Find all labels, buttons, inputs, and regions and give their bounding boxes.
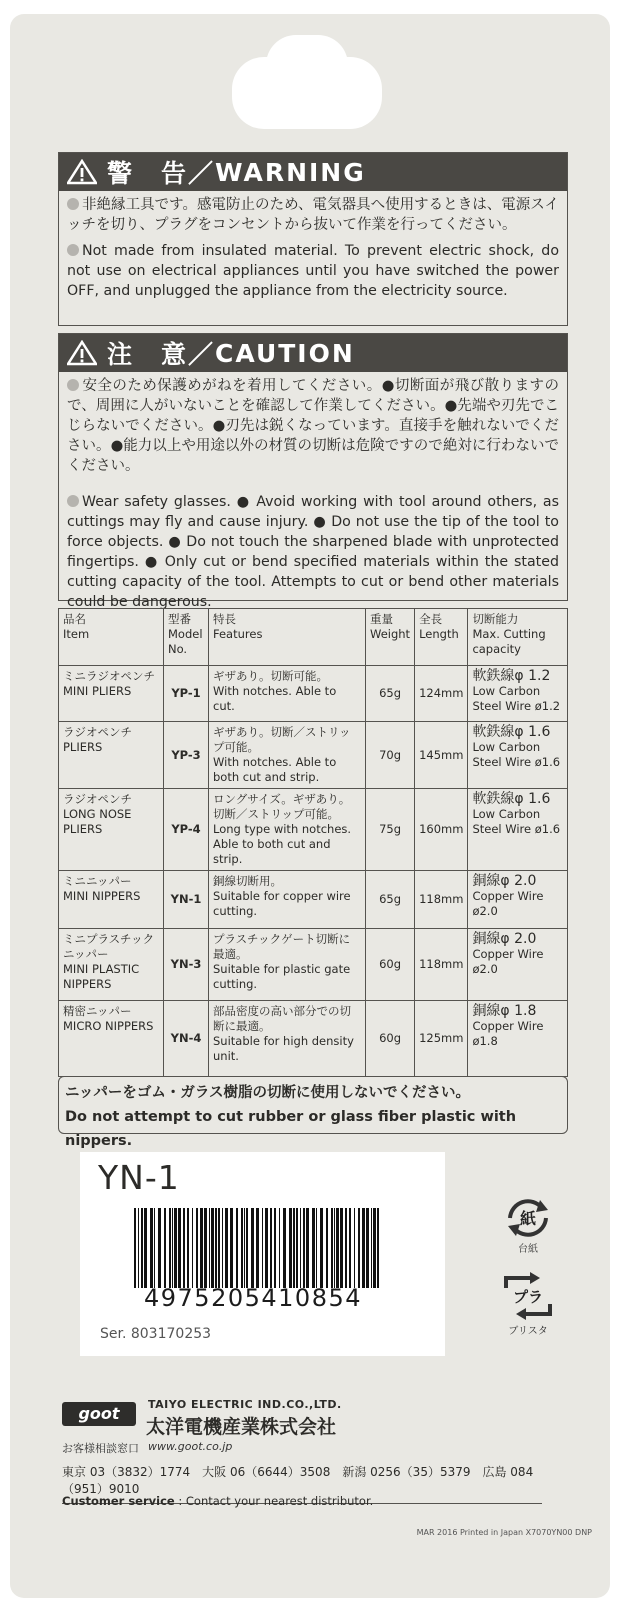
company-name-en: TAIYO ELECTRIC IND.CO.,LTD.	[148, 1398, 342, 1411]
caution-box	[58, 333, 568, 610]
barcode-bar	[312, 1208, 315, 1288]
barcode-bar	[354, 1208, 355, 1288]
notice-jp: ニッパーをゴム・ガラス樹脂の切断に使用しないでください。	[65, 1085, 470, 1101]
warning-triangle-icon	[67, 159, 97, 185]
phone-numbers: 東京 03（3832）1774 大阪 06（6644）3508 新潟 0256（35）5379 広島 084（951）9010	[62, 1463, 542, 1504]
barcode-bar	[336, 1208, 339, 1288]
barcode-bar	[306, 1208, 309, 1288]
caution-triangle-icon	[67, 340, 97, 366]
caution-title-en: CAUTION	[215, 338, 355, 368]
table-row: ラジオペンチ LONG NOSE PLIERS YP-4 ロングサイズ。ギザあり。切断／ストリップ可能。 Long type with notches. Able to both cut and strip. 75g 160mm 軟鉄線φ 1.6 Low Carbon Steel Wire ø1.6	[59, 789, 568, 871]
model-number: YN-1	[98, 1158, 180, 1197]
barcode-bar	[296, 1208, 298, 1288]
barcode-bar	[209, 1208, 210, 1288]
warning-header	[59, 153, 567, 191]
barcode-bar	[178, 1208, 181, 1288]
bullet-icon	[67, 198, 79, 210]
barcode-bar	[340, 1208, 343, 1288]
barcode-bar	[316, 1208, 317, 1288]
barcode-bar	[174, 1208, 177, 1288]
barcode-bar	[196, 1208, 198, 1288]
plastic-label: ブリスタ	[508, 1326, 548, 1337]
barcode-bar	[150, 1208, 153, 1288]
barcode-bar	[200, 1208, 203, 1288]
paper-recycle-icon	[500, 1196, 556, 1240]
barcode-bar	[187, 1208, 189, 1288]
barcode-bar	[279, 1208, 280, 1288]
table-header-row: 品名 Item 型番 Model No. 特長 Features 重量 Weight 全長 Length 切断能力 Max. Cutting capacity	[59, 609, 568, 666]
barcode-bar	[204, 1208, 207, 1288]
barcode-bar	[172, 1208, 173, 1288]
table-row: 精密ニッパー MICRO NIPPERS YN-4 部品密度の高い部分での切断に最適。 Suitable for high density unit. 60g 125mm 銅線φ 1.8 Copper Wire ø1.8	[59, 1001, 568, 1077]
svg-text:紙: 紙	[519, 1209, 537, 1228]
barcode	[132, 1208, 384, 1288]
notice-en: Do not attempt to cut rubber or glass fiber plastic with nippers.	[65, 1109, 517, 1149]
barcode-bar	[134, 1208, 136, 1288]
warning-box	[58, 152, 568, 326]
barcode-bar	[218, 1208, 220, 1288]
print-footer: MAR 2016 Printed in Japan X7070YN00 DNP	[416, 1528, 592, 1537]
barcode-number: 4975205410854	[144, 1284, 363, 1312]
barcode-bar	[358, 1208, 360, 1288]
barcode-bar	[169, 1208, 171, 1288]
barcode-bar	[241, 1208, 243, 1288]
barcode-bar	[377, 1208, 379, 1288]
spec-table	[58, 608, 568, 1077]
bullet-icon	[67, 379, 79, 391]
barcode-bar	[154, 1208, 155, 1288]
bullet-icon	[67, 495, 79, 507]
barcode-bar	[265, 1208, 268, 1288]
barcode-bar	[246, 1208, 248, 1288]
barcode-bar	[138, 1208, 139, 1288]
hang-hole	[232, 57, 382, 129]
warning-title-en: WARNING	[215, 157, 366, 187]
table-row: ラジオペンチ PLIERS YP-3 ギザあり。切断／ストリップ可能。 With notches. Able to both cut and strip. 70g 145mm 軟鉄線φ 1.6 Low Carbon Steel Wire ø1.6	[59, 722, 568, 789]
warning-text-en: Not made from insulated material. To prevent electric shock, do not use on electrical appliances until you have switched the power OFF, and unplugged the appliance from the electricity source.	[67, 243, 559, 299]
nipper-notice	[58, 1076, 568, 1149]
barcode-bar	[320, 1208, 323, 1288]
barcode-bar	[366, 1208, 369, 1288]
barcode-bar	[236, 1208, 238, 1288]
company-name-jp: 太洋電機産業株式会社	[146, 1416, 337, 1438]
paper-label: 台紙	[518, 1244, 538, 1255]
goot-logo: goot	[62, 1402, 136, 1426]
table-row: ミニラジオペンチ MINI PLIERS YP-1 ギザあり。切断可能。 With notches. Able to cut. 65g 124mm 軟鉄線φ 1.2 Low Carbon Steel Wire ø1.2	[59, 666, 568, 722]
barcode-bar	[326, 1208, 328, 1288]
barcode-bar	[158, 1208, 161, 1288]
barcode-bar	[244, 1208, 245, 1288]
barcode-bar	[283, 1208, 286, 1288]
barcode-bar	[211, 1208, 214, 1288]
barcode-bar	[141, 1208, 143, 1288]
customer-service: Customer service : Contact your nearest distributor.	[62, 1494, 374, 1508]
caution-text-jp: 安全のため保護めがねを着用してください。●切断面が飛び散りますので、周囲に人がいないことを確認して作業してください。●先端や刃先でこじらないでください。●刃先は鋭くなっています。直接手を触れないでください。●能力以上や用途以外の材質の切断は危険ですので絶対に行わないでください。	[67, 378, 559, 474]
barcode-label	[80, 1152, 445, 1356]
caution-header	[59, 334, 567, 372]
warning-title-jp: 警 告／	[107, 159, 216, 188]
table-row: ミニプラスチックニッパー MINI PLASTIC NIPPERS YN-3 プラスチックゲート切断に最適。 Suitable for plastic gate cutting. 60g 118mm 銅線φ 2.0 Copper Wire ø2.0	[59, 929, 568, 1001]
barcode-bar	[331, 1208, 333, 1288]
company-url: www.goot.co.jp	[148, 1440, 233, 1453]
plastic-recycle-icon	[500, 1272, 556, 1320]
barcode-bar	[144, 1208, 147, 1288]
barcode-bar	[262, 1208, 263, 1288]
barcode-bar	[270, 1208, 272, 1288]
barcode-bar	[164, 1208, 166, 1288]
barcode-bar	[334, 1208, 335, 1288]
barcode-bar	[274, 1208, 276, 1288]
serial-number: Ser. 803170253	[100, 1326, 212, 1342]
barcode-bar	[373, 1208, 376, 1288]
barcode-bar	[371, 1208, 372, 1288]
barcode-bar	[183, 1208, 185, 1288]
barcode-bar	[345, 1208, 347, 1288]
caution-text-en: Wear safety glasses. ● Avoid working with tool around others, as cuttings may fly and cause injury. ● Do not use the tip of the tool to force objects. ● Do not touch the sharpened blade with unprotected fingertips. ● Only cut or bend specified materials within the stated cutting capacity of the tool. Attempts to cut or bend other materials could be dangerous.	[67, 494, 559, 610]
barcode-bar	[230, 1208, 233, 1288]
caution-title-jp: 注 意／	[107, 340, 216, 369]
svg-text:プラ: プラ	[512, 1288, 544, 1306]
bullet-icon	[67, 244, 79, 256]
barcode-bar	[303, 1208, 305, 1288]
barcode-bar	[349, 1208, 351, 1288]
barcode-bar	[215, 1208, 217, 1288]
warning-text-jp: 非絶縁工具です。感電防止のため、電気器具へ使用するときは、電源スイッチを切り、プラグをコンセントから抜いて作業を行ってください。	[67, 197, 559, 233]
barcode-bar	[192, 1208, 193, 1288]
table-row: ミニニッパー MINI NIPPERS YN-1 銅線切断用。 Suitable for copper wire cutting. 65g 118mm 銅線φ 2.0 Copper Wire ø2.0	[59, 871, 568, 929]
barcode-bar	[289, 1208, 292, 1288]
barcode-bar	[256, 1208, 259, 1288]
consult-label: お客様相談窓口	[62, 1442, 139, 1455]
barcode-bar	[222, 1208, 223, 1288]
barcode-bar	[293, 1208, 295, 1288]
barcode-bar	[300, 1208, 301, 1288]
barcode-bar	[362, 1208, 365, 1288]
barcode-bar	[225, 1208, 228, 1288]
barcode-bar	[251, 1208, 254, 1288]
